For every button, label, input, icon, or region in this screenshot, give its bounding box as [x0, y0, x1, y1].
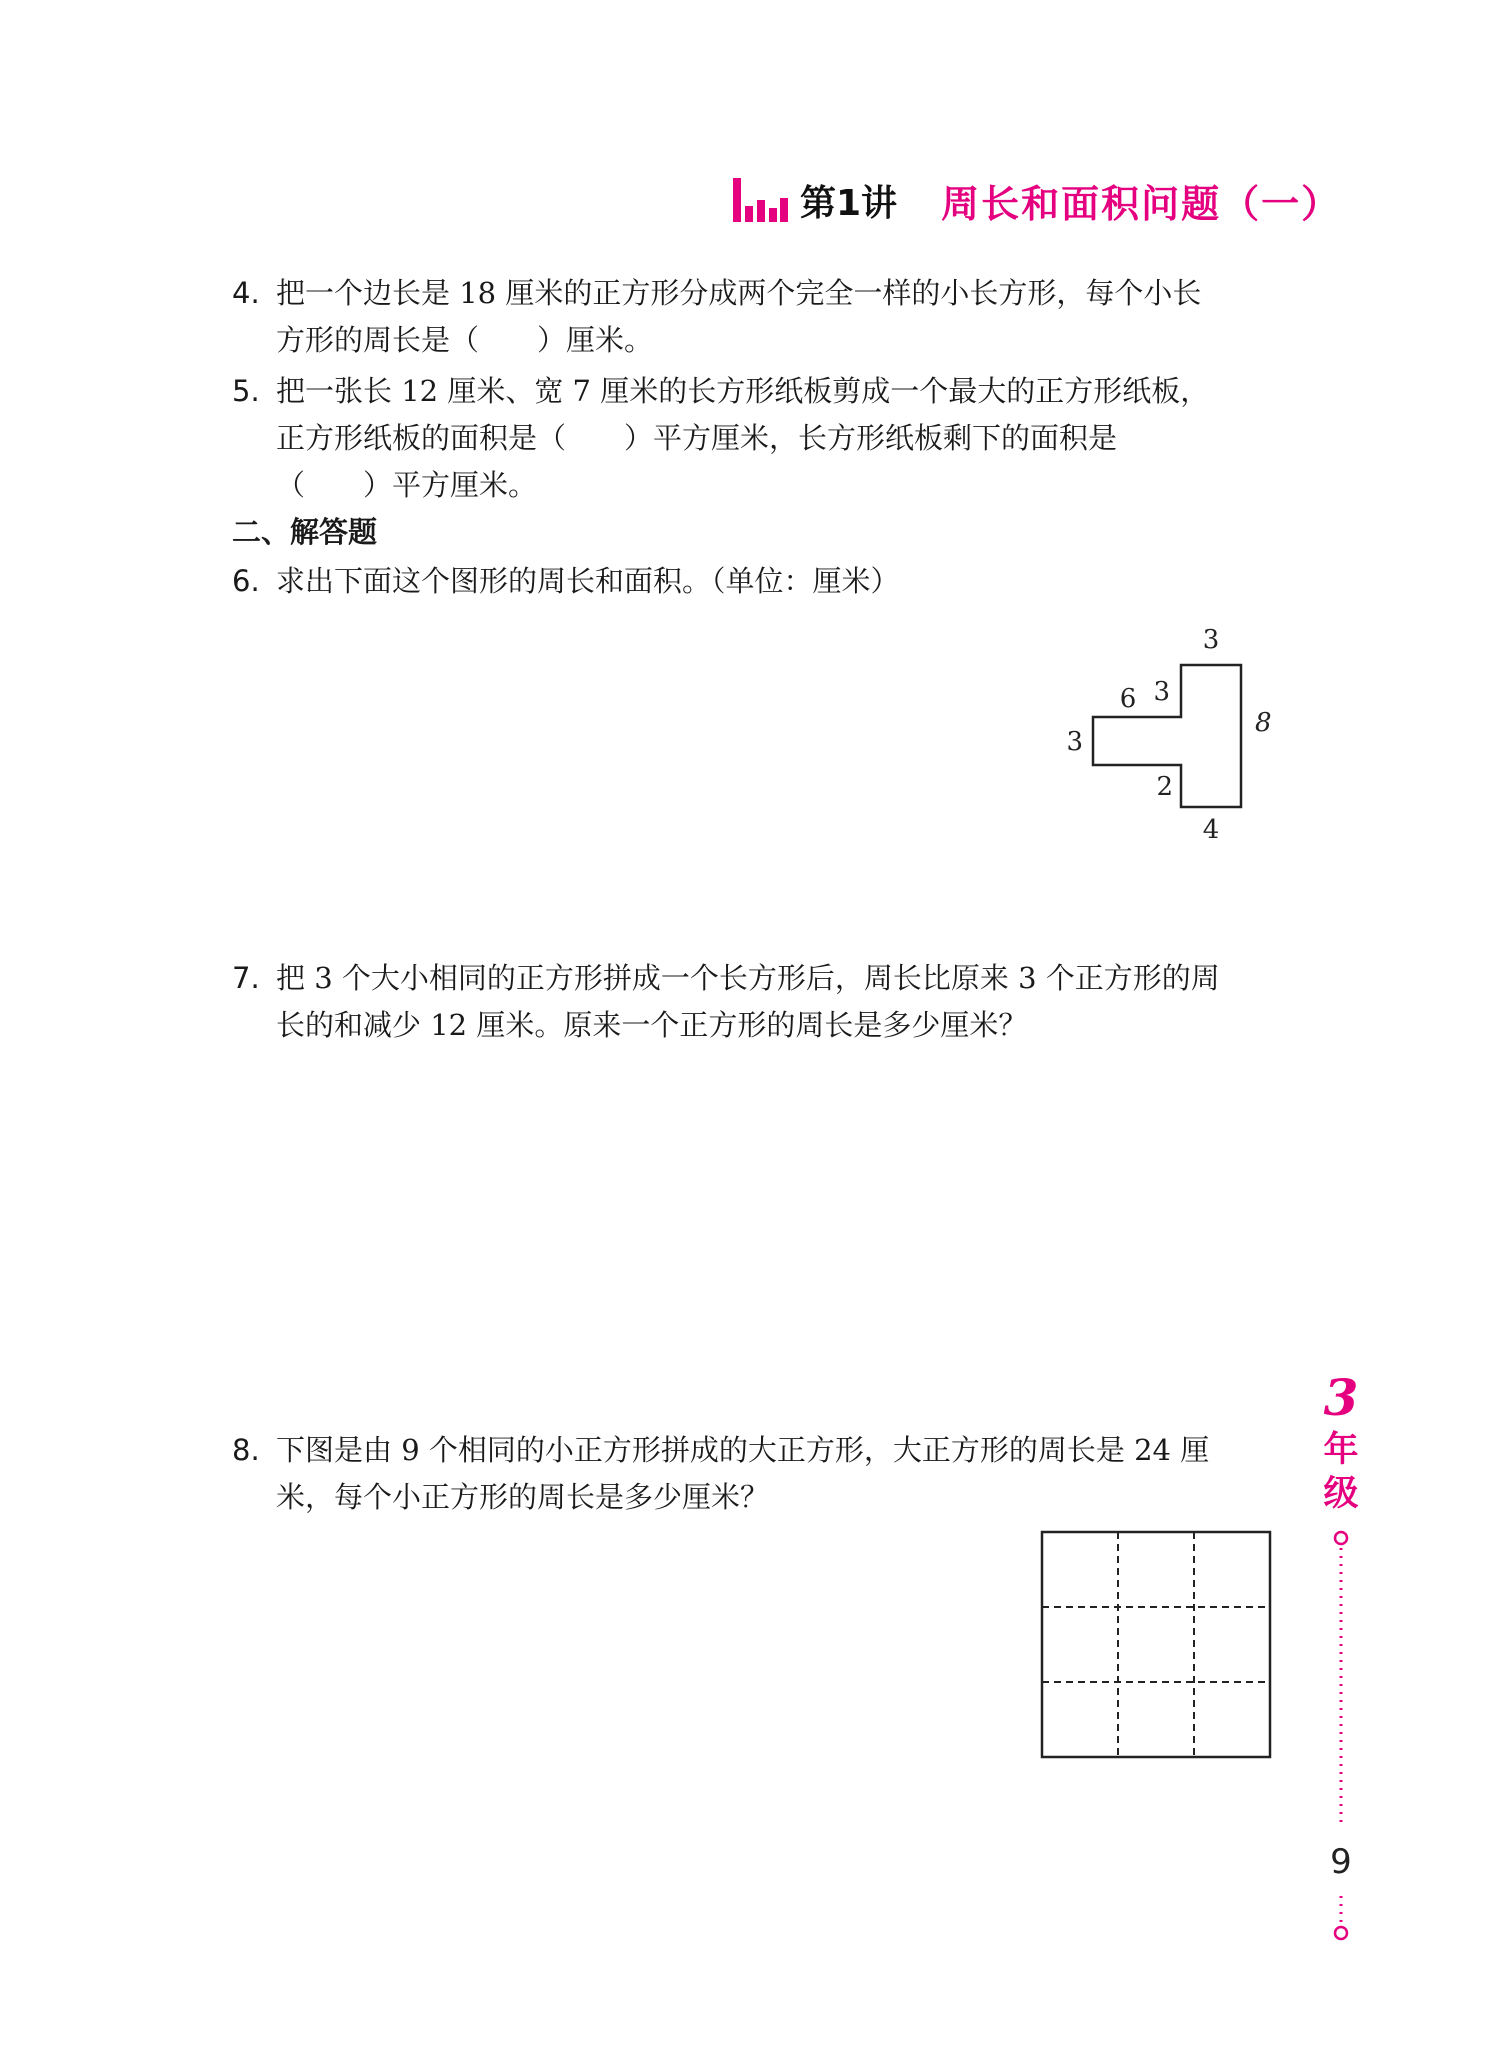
- question-text-line: 下图是由 9 个相同的小正方形拼成的大正方形，大正方形的周长是 24 厘: [276, 1433, 1210, 1467]
- grade-label: [1316, 1428, 1366, 1516]
- figure-label-inner: 3: [1153, 677, 1170, 707]
- figure-label-right: 8: [1255, 708, 1272, 738]
- question-4: [232, 270, 1201, 364]
- question-text-line: 把 3 个大小相同的正方形拼成一个长方形后，周长比原来 3 个正方形的周: [276, 961, 1220, 995]
- question-number: 4.: [232, 276, 260, 310]
- grade-label-char: 级: [1323, 1474, 1359, 1514]
- page-number: 9: [1330, 1842, 1352, 1882]
- question-7: [232, 955, 1220, 1049]
- question-number: 8.: [232, 1433, 260, 1467]
- section-title: 二、解答题: [232, 515, 378, 549]
- figure-label-inner-bottom: 2: [1156, 772, 1173, 802]
- question-number: 5.: [232, 374, 260, 408]
- lecture-number: 第1讲: [800, 182, 898, 224]
- question-text-line: 求出下面这个图形的周长和面积。（单位：厘米）: [276, 564, 900, 598]
- question-text-line: 米，每个小正方形的周长是多少厘米？: [276, 1480, 770, 1514]
- grade-label-char: 年: [1323, 1430, 1359, 1470]
- question-5: [232, 368, 1209, 509]
- lecture-header: [733, 170, 1341, 230]
- question-text-line: 把一张长 12 厘米、宽 7 厘米的长方形纸板剪成一个最大的正方形纸板，: [276, 374, 1210, 408]
- t-shape-figure: [1040, 605, 1280, 845]
- figure-label-top: 3: [1202, 625, 1220, 655]
- question-text-line: 长的和减少 12 厘米。原来一个正方形的周长是多少厘米？: [276, 1008, 1028, 1042]
- figure-label-left: 3: [1066, 727, 1083, 757]
- grid-square-figure: [1040, 1530, 1280, 1770]
- figure-label-bottom: 4: [1202, 815, 1220, 845]
- question-text-line: 把一个边长是 18 厘米的正方形分成两个完全一样的小长方形，每个小长: [276, 276, 1202, 310]
- grade-number: 3: [1323, 1368, 1359, 1427]
- question-number: 7.: [232, 961, 260, 995]
- question-text-line: 正方形纸板的面积是（ ）平方厘米，长方形纸板剩下的面积是: [276, 421, 1118, 455]
- figure-label-left-top: 6: [1119, 684, 1137, 714]
- question-text-line: 方形的周长是（ ）厘米。: [276, 323, 654, 357]
- question-6: [232, 558, 900, 605]
- question-8: [232, 1427, 1209, 1521]
- question-text-line: （ ）平方厘米。: [276, 468, 538, 502]
- lecture-topic: 周长和面积问题（一）: [941, 180, 1342, 226]
- sidebar-dotted-line: [1321, 1528, 1361, 1948]
- bar-chart-icon: [733, 178, 788, 222]
- question-number: 6.: [232, 564, 260, 598]
